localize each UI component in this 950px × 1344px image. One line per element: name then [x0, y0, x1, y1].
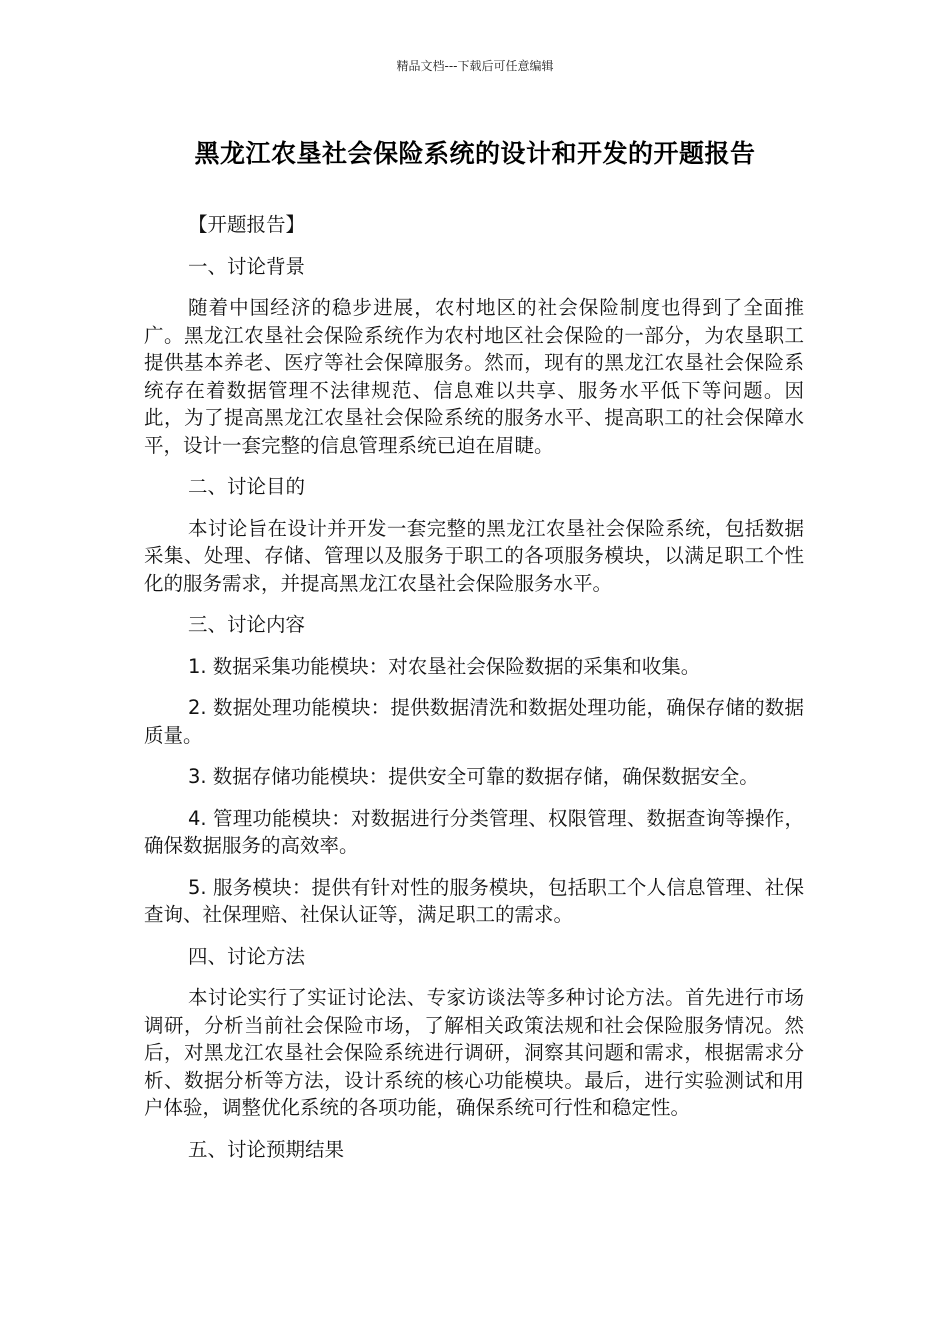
heading-method: 四、讨论方法	[188, 944, 306, 968]
header-note: 精品文档---下载后可任意编辑	[396, 59, 554, 73]
list-item-3: 3. 数据存储功能模块：提供安全可靠的数据存储，确保数据安全。	[188, 765, 759, 788]
list-item-5: 5. 服务模块：提供有针对性的服务模块，包括职工个人信息管理、社保查询、社保理赔、社保认证等，满足职工的需求。	[144, 875, 804, 926]
document-title: 黑龙江农垦社会保险系统的设计和开发的开题报告	[194, 139, 756, 168]
heading-expected-results: 五、讨论预期结果	[188, 1137, 345, 1161]
list-item-2: 2. 数据处理功能模块：提供数据清洗和数据处理功能，确保存储的数据质量。	[144, 696, 804, 747]
section-label-kaiti: 【开题报告】	[188, 213, 306, 236]
list-item-4: 4. 管理功能模块：对数据进行分类管理、权限管理、数据查询等操作，确保数据服务的高效率。	[144, 806, 804, 857]
paragraph-purpose: 本讨论旨在设计并开发一套完整的黑龙江农垦社会保险系统，包括数据采集、处理、存储、管理以及服务于职工的各项服务模块，以满足职工个性化的服务需求，并提高黑龙江农垦社会保险服务水平。	[144, 516, 804, 595]
list-item-1: 1. 数据采集功能模块：对农垦社会保险数据的采集和收集。	[188, 654, 701, 678]
paragraph-method: 本讨论实行了实证讨论法、专家访谈法等多种讨论方法。首先进行市场调研，分析当前社会保险市场，了解相关政策法规和社会保险服务情况。然后，对黑龙江农垦社会保险系统进行调研，洞察其问题和需求，根据需求分析、数据分析等方法，设计系统的核心功能模块。最后，进行实验测试和用户体验，调整优化系统的各项功能，确保系统可行性和稳定性。	[144, 986, 804, 1119]
document-body	[144, 211, 804, 1177]
heading-content: 三、讨论内容	[188, 613, 306, 636]
heading-purpose: 二、讨论目的	[188, 475, 306, 498]
paragraph-background: 随着中国经济的稳步进展，农村地区的社会保险制度也得到了全面推广。黑龙江农垦社会保险系统作为农村地区社会保险的一部分，为农垦职工提供基本养老、医疗等社会保障服务。然而，现有的黑龙江农垦社会保险系统存在着数据管理不法律规范、信息难以共享、服务水平低下等问题。因此，为了提高黑龙江农垦社会保险系统的服务水平、提高职工的社会保障水平，设计一套完整的信息管理系统已迫在眉睫。	[144, 296, 804, 457]
heading-background: 一、讨论背景	[188, 254, 306, 278]
